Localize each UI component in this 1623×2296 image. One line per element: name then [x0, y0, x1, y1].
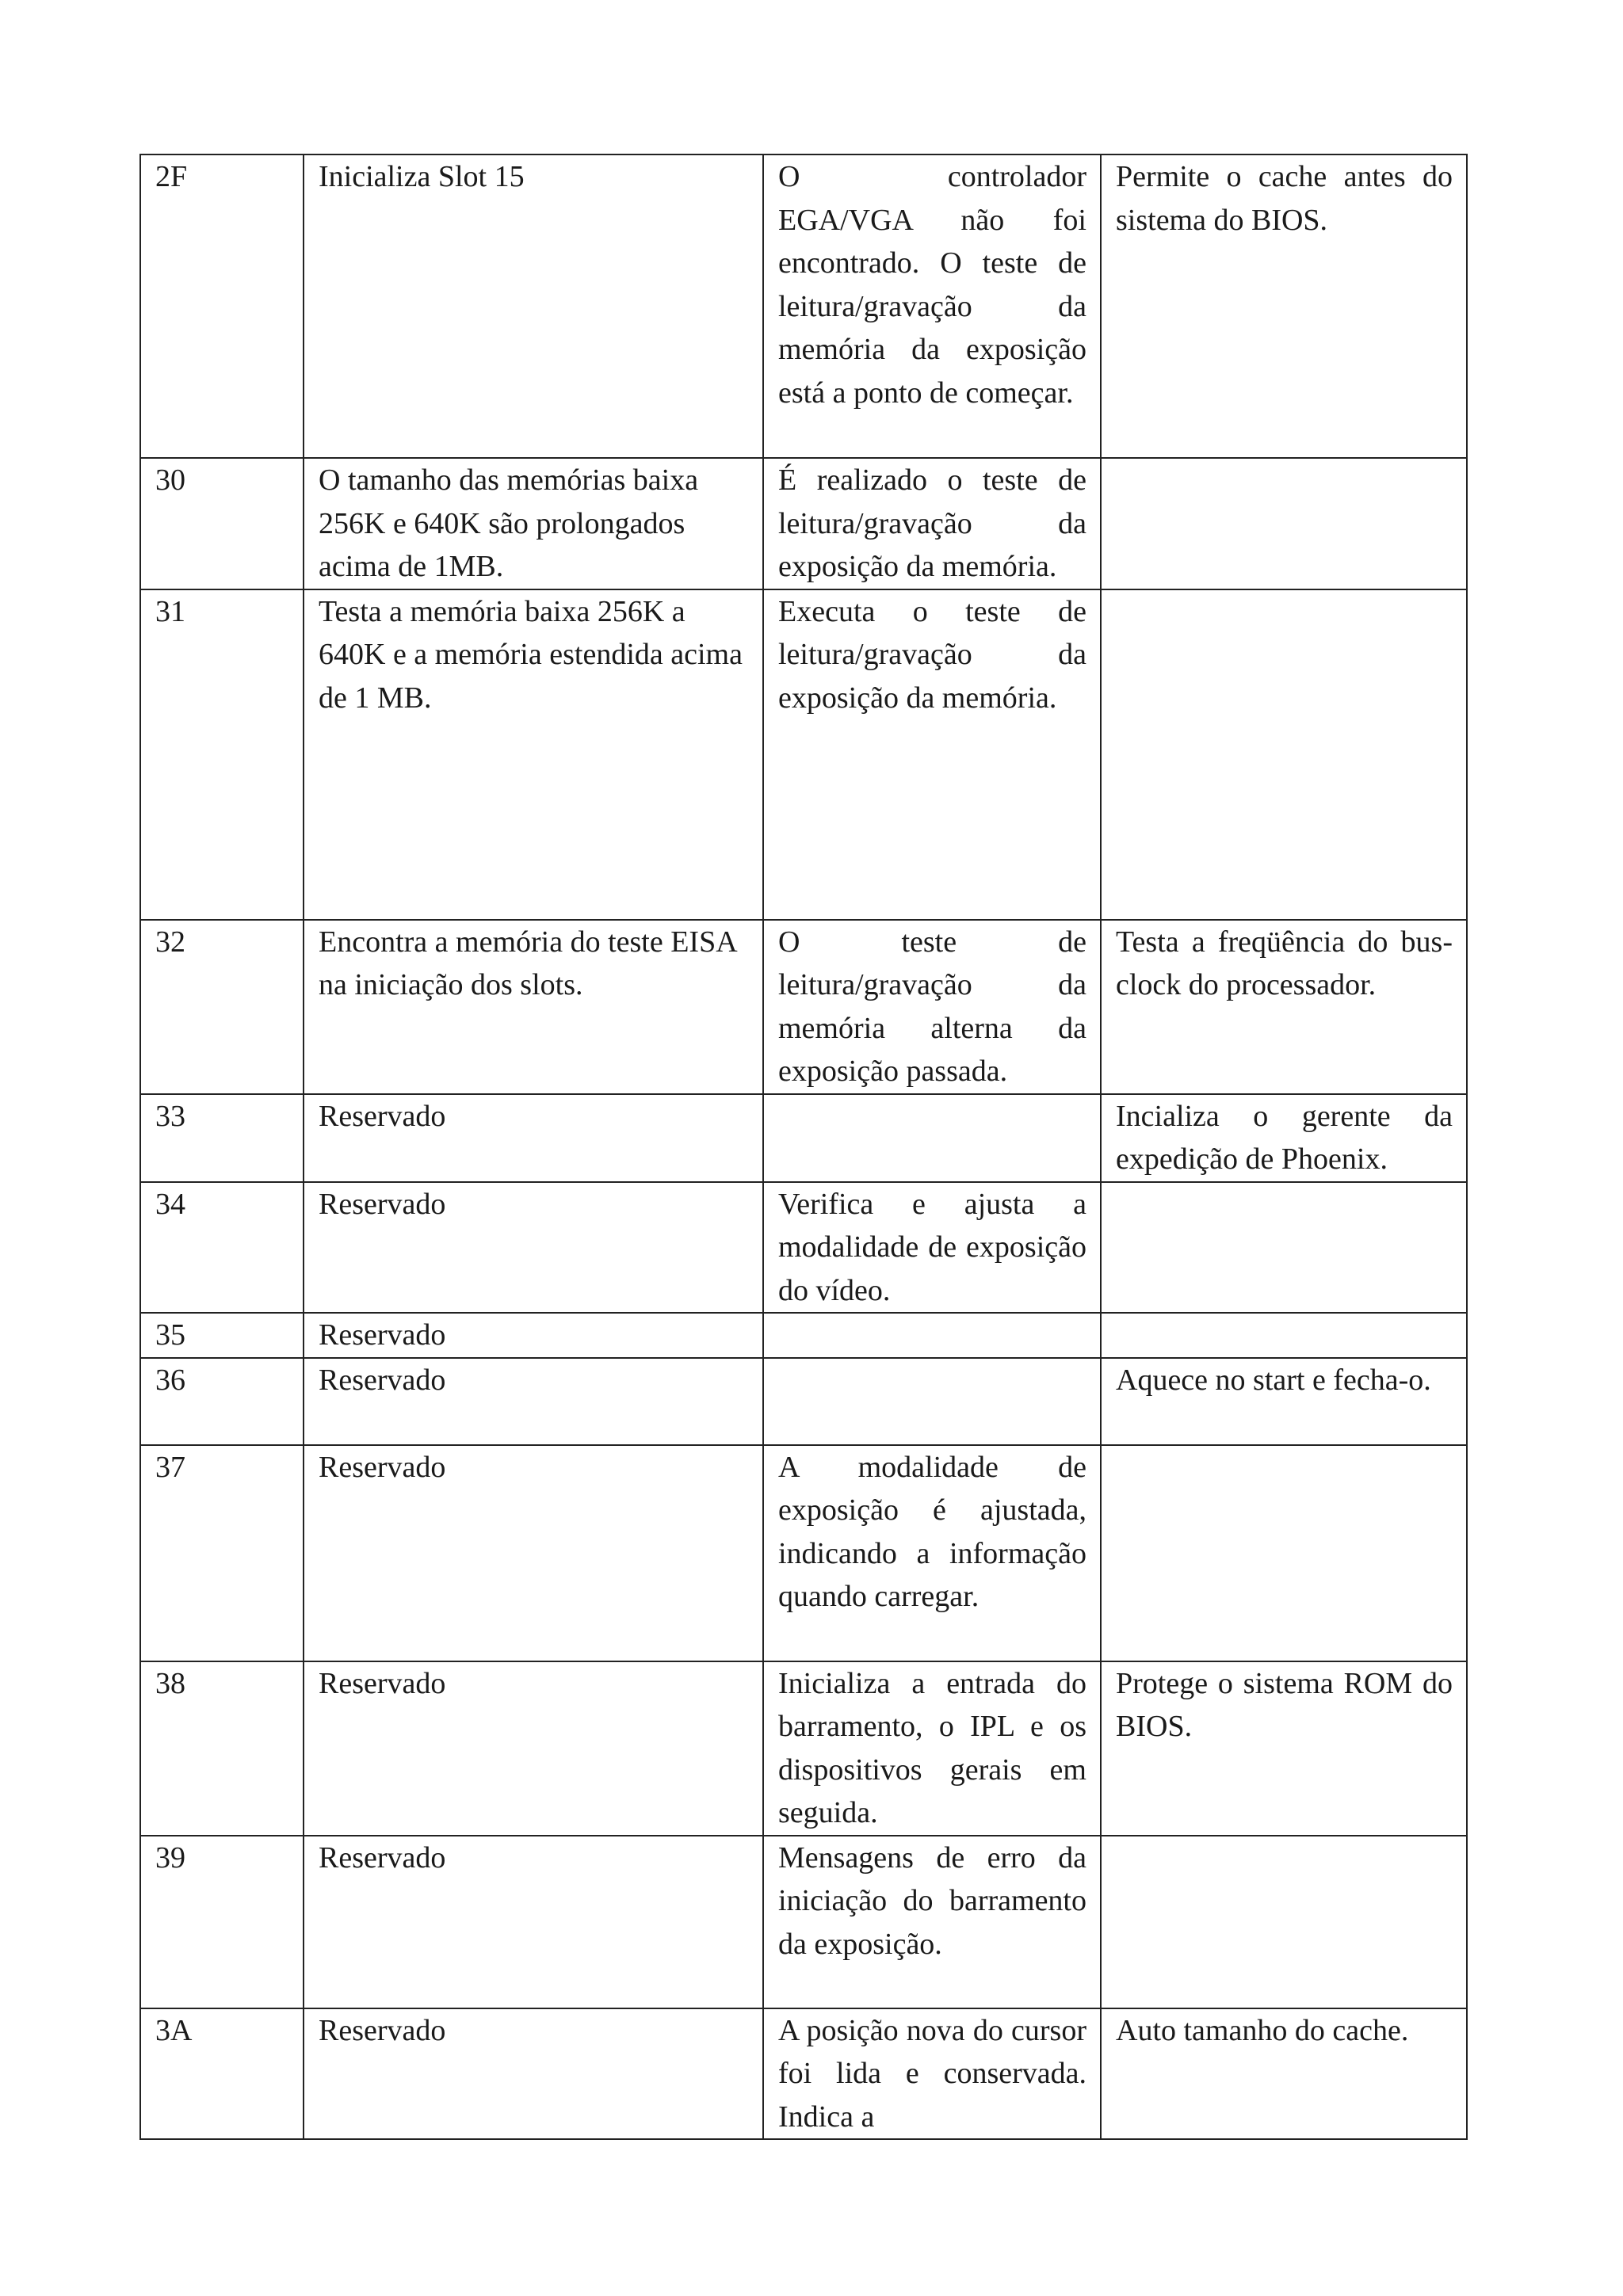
error-message-cell [763, 1094, 1101, 1182]
table-row [140, 1836, 1467, 2008]
description-cell: Reservado [304, 1358, 763, 1445]
error-message-cell: Inicializa a entrada do barramento, o IPL e os dispositivos gerais em seguida. [763, 1661, 1101, 1836]
action-cell: Aquece no start e fecha-o. [1101, 1358, 1467, 1445]
post-code-cell: 3A [140, 2008, 304, 2140]
error-message-cell: Executa o teste de leitura/gravação da exposição da memória. [763, 589, 1101, 920]
post-code-table [139, 154, 1468, 2140]
error-message-cell: Mensagens de erro da iniciação do barramento da exposição. [763, 1836, 1101, 2008]
error-message-cell: É realizado o teste de leitura/gravação da exposição da memória. [763, 458, 1101, 589]
post-code-cell: 38 [140, 1661, 304, 1836]
error-message-cell [763, 1313, 1101, 1358]
post-code-cell: 2F [140, 154, 304, 458]
table-row [140, 2008, 1467, 2140]
error-message-cell: A modalidade de exposição é ajustada, indicando a informação quando carregar. [763, 1445, 1101, 1661]
action-cell [1101, 1836, 1467, 2008]
table-row [140, 1182, 1467, 1314]
table-row [140, 1094, 1467, 1182]
action-cell: Protege o sistema ROM do BIOS. [1101, 1661, 1467, 1836]
table-row [140, 154, 1467, 458]
post-code-cell: 36 [140, 1358, 304, 1445]
error-message-cell: O teste de leitura/gravação da memória alterna da exposição passada. [763, 920, 1101, 1094]
error-message-cell: Verifica e ajusta a modalidade de exposição do vídeo. [763, 1182, 1101, 1314]
post-code-cell: 35 [140, 1313, 304, 1358]
post-code-cell: 39 [140, 1836, 304, 2008]
description-cell: Inicializa Slot 15 [304, 154, 763, 458]
description-cell: Reservado [304, 1182, 763, 1314]
post-code-cell: 37 [140, 1445, 304, 1661]
error-message-cell [763, 1358, 1101, 1445]
action-cell: Incializa o gerente da expedição de Phoenix. [1101, 1094, 1467, 1182]
table-row [140, 920, 1467, 1094]
table-row [140, 1661, 1467, 1836]
description-cell: Reservado [304, 1661, 763, 1836]
error-message-cell: O controlador EGA/VGA não foi encontrado. O teste de leitura/gravação da memória da exposição está a ponto de começar. [763, 154, 1101, 458]
description-cell: Encontra a memória do teste EISA na iniciação dos slots. [304, 920, 763, 1094]
action-cell [1101, 458, 1467, 589]
action-cell [1101, 1445, 1467, 1661]
error-message-cell: A posição nova do cursor foi lida e conservada. Indica a [763, 2008, 1101, 2140]
description-cell: Reservado [304, 2008, 763, 2140]
description-cell: Reservado [304, 1313, 763, 1358]
post-code-cell: 31 [140, 589, 304, 920]
post-code-cell: 32 [140, 920, 304, 1094]
action-cell [1101, 1313, 1467, 1358]
description-cell: Reservado [304, 1094, 763, 1182]
action-cell: Auto tamanho do cache. [1101, 2008, 1467, 2140]
table-row [140, 458, 1467, 589]
description-cell: O tamanho das memórias baixa 256K e 640K são prolongados acima de 1MB. [304, 458, 763, 589]
action-cell: Permite o cache antes do sistema do BIOS. [1101, 154, 1467, 458]
table-row [140, 589, 1467, 920]
description-cell: Testa a memória baixa 256K a 640K e a memória estendida acima de 1 MB. [304, 589, 763, 920]
description-cell: Reservado [304, 1836, 763, 2008]
table-row [140, 1313, 1467, 1358]
post-code-cell: 33 [140, 1094, 304, 1182]
action-cell [1101, 1182, 1467, 1314]
action-cell [1101, 589, 1467, 920]
action-cell: Testa a freqüência do bus-clock do processador. [1101, 920, 1467, 1094]
table-row [140, 1445, 1467, 1661]
post-code-cell: 34 [140, 1182, 304, 1314]
post-code-cell: 30 [140, 458, 304, 589]
table-row [140, 1358, 1467, 1445]
description-cell: Reservado [304, 1445, 763, 1661]
